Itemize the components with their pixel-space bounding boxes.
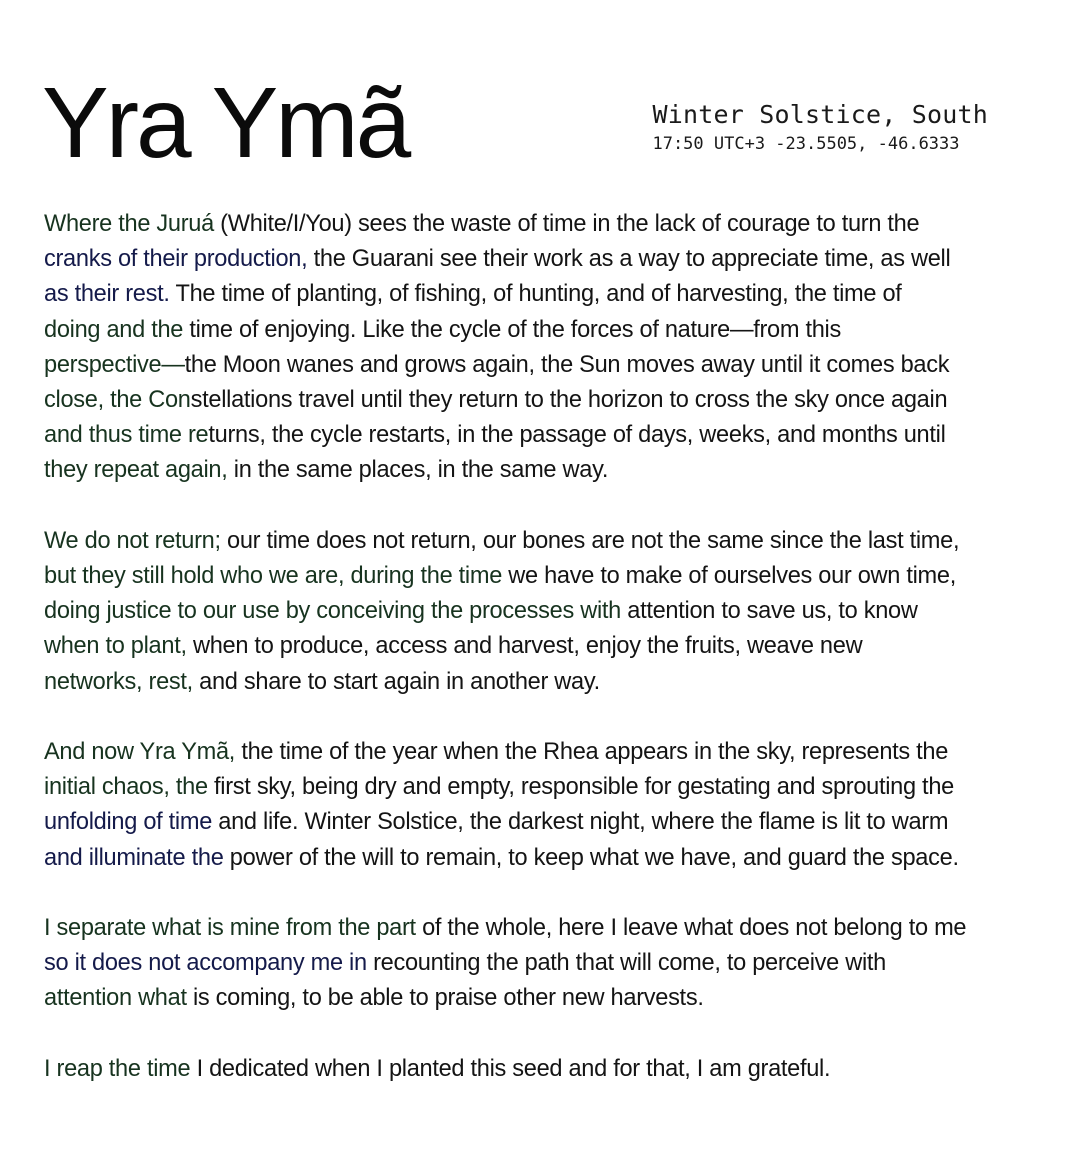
text-line: networks, rest, and share to start again in another way. (44, 668, 600, 695)
text-line: as their rest. The time of planting, of fishing, of hunting, and of harvesting, the time of (44, 281, 902, 308)
poem-body (44, 207, 1029, 1087)
text-line: attention what is coming, to be able to praise other new harvests. (44, 985, 704, 1012)
text-line: and thus time returns, the cycle restarts, in the passage of days, weeks, and months until (44, 422, 946, 449)
text-line: I reap the time I dedicated when I planted this seed and for that, I am grateful. (44, 1055, 831, 1082)
paragraph (44, 207, 1029, 489)
text-line: initial chaos, the first sky, being dry and empty, responsible for gestating and sprouting the (44, 774, 954, 801)
text-line: unfolding of time and life. Winter Solstice, the darkest night, where the flame is lit to warm (44, 809, 949, 836)
text-line: and illuminate the power of the will to remain, to keep what we have, and guard the space. (44, 844, 959, 871)
text-line: close, the Constellations travel until they return to the horizon to cross the sky once again (44, 387, 948, 414)
event-time-location: 17:50 UTC+3 -23.5505, -46.6333 (652, 134, 960, 154)
text-line: I separate what is mine from the part of the whole, here I leave what does not belong to me (44, 915, 967, 942)
text-line: but they still hold who we are, during the time we have to make of ourselves our own time, (44, 563, 956, 590)
event-name: Winter Solstice, South (652, 100, 988, 129)
text-line: so it does not accompany me in recounting the path that will come, to perceive with (44, 950, 886, 977)
paragraph (44, 1052, 1029, 1087)
event-info (652, 98, 988, 155)
text-line: We do not return; our time does not return, our bones are not the same since the last time, (44, 527, 960, 554)
page-title: Yra Ymã (42, 67, 409, 179)
text-line: cranks of their production, the Guarani see their work as a way to appreciate time, as well (44, 246, 951, 273)
paragraph (44, 524, 1029, 700)
paragraph (44, 735, 1029, 876)
text-line: And now Yra Ymã, the time of the year when the Rhea appears in the sky, represents the (44, 739, 949, 766)
paragraph (44, 911, 1029, 1017)
text-line: when to plant, when to produce, access and harvest, enjoy the fruits, weave new (44, 633, 863, 660)
text-line: perspective—the Moon wanes and grows again, the Sun moves away until it comes back (44, 351, 950, 378)
text-line: they repeat again, in the same places, in the same way. (44, 457, 609, 484)
text-line: doing justice to our use by conceiving the processes with attention to save us, to know (44, 598, 918, 625)
text-line: Where the Juruá (White/I/You) sees the waste of time in the lack of courage to turn the (44, 211, 920, 237)
text-line: doing and the time of enjoying. Like the cycle of the forces of nature—from this (44, 316, 841, 343)
